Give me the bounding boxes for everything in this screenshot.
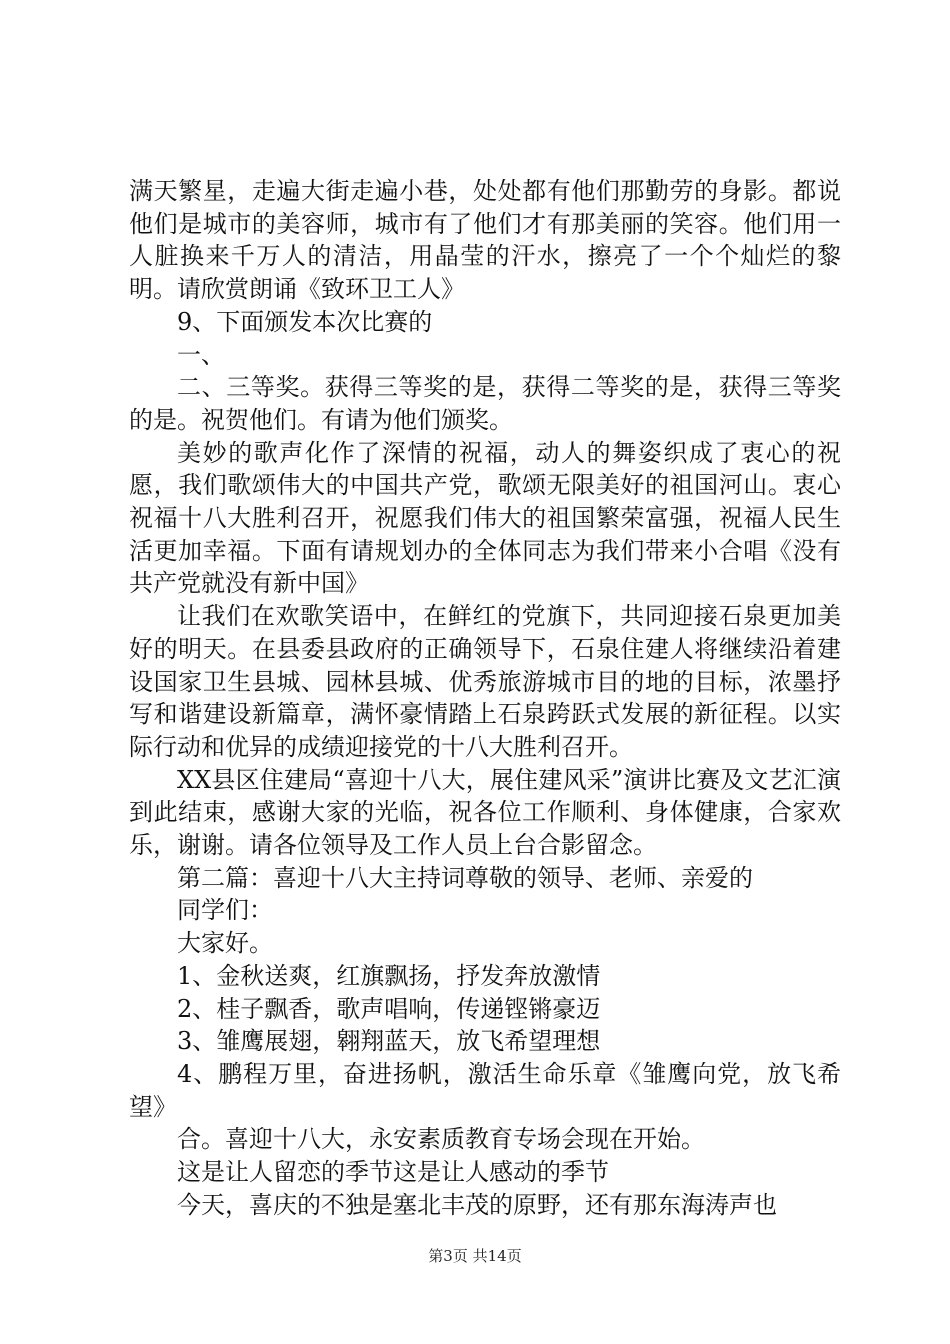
paragraph-4: 二、三等奖。获得三等奖的是，获得二等奖的是，获得三等奖的是。祝贺他们。有请为他们颁奖。 — [129, 373, 841, 434]
paragraph-13: 3、雏鹰展翅，翱翔蓝天，放飞希望理想 — [177, 1027, 601, 1056]
paragraph-12: 2、桂子飘香，歌声唱响，传递铿锵豪迈 — [177, 994, 601, 1023]
paragraph-11: 1、金秋送爽，红旗飘扬，抒发奔放激情 — [177, 961, 601, 990]
paragraph-10: 大家好。 — [177, 929, 273, 958]
paragraph-9: 同学们： — [177, 896, 273, 925]
page-number-footer: 第3页 共14页 — [428, 1247, 522, 1265]
paragraph-6: 让我们在欢歌笑语中，在鲜红的党旗下，共同迎接石泉更加美好的明天。在县委县政府的正确领导下，石泉住建人将继续沿着建设国家卫生县城、园林县城、优秀旅游城市目的地的目标，浓墨抒写和谐建设新篇章，满怀豪情踏上石泉跨跃式发展的新征程。以实际行动和优异的成绩迎接党的十八大胜利召开。 — [129, 602, 841, 761]
paragraph-8: 第二篇：喜迎十八大主持词尊敬的领导、老师、亲爱的 — [177, 863, 753, 892]
paragraph-3: 一、 — [177, 340, 225, 369]
paragraph-17: 今天，喜庆的不独是塞北丰茂的原野，还有那东海涛声也 — [177, 1190, 777, 1219]
paragraph-16: 这是让人留恋的季节这是让人感动的季节 — [177, 1158, 609, 1187]
paragraph-14: 4、鹏程万里，奋进扬帆，激活生命乐章《雏鹰向党，放飞希望》 — [129, 1059, 841, 1121]
paragraph-1: 满天繁星，走遍大街走遍小巷，处处都有他们那勤劳的身影。都说他们是城市的美容师，城市有了他们才有那美丽的笑容。他们用一人脏换来千万人的清洁，用晶莹的汗水，擦亮了一个个灿烂的黎明。请欣赏朗诵《致环卫工人》 — [129, 177, 841, 304]
paragraph-15: 合。喜迎十八大，永安素质教育专场会现在开始。 — [177, 1125, 705, 1154]
paragraph-2: 9、下面颁发本次比赛的 — [177, 307, 433, 336]
paragraph-7: XX县区住建局“喜迎十八大，展住建风采”演讲比赛及文艺汇演到此结束，感谢大家的光临，祝各位工作顺利、身体健康，合家欢乐，谢谢。请各位领导及工作人员上台合影留念。 — [129, 765, 841, 860]
paragraph-5: 美妙的歌声化作了深情的祝福，动人的舞姿织成了衷心的祝愿，我们歌颂伟大的中国共产党，歌颂无限美好的祖国河山。衷心祝福十八大胜利召开，祝愿我们伟大的祖国繁荣富强，祝福人民生活更加幸福。下面有请规划办的全体同志为我们带来小合唱《没有共产党就没有新中国》 — [129, 438, 841, 598]
document-body — [129, 175, 841, 1222]
